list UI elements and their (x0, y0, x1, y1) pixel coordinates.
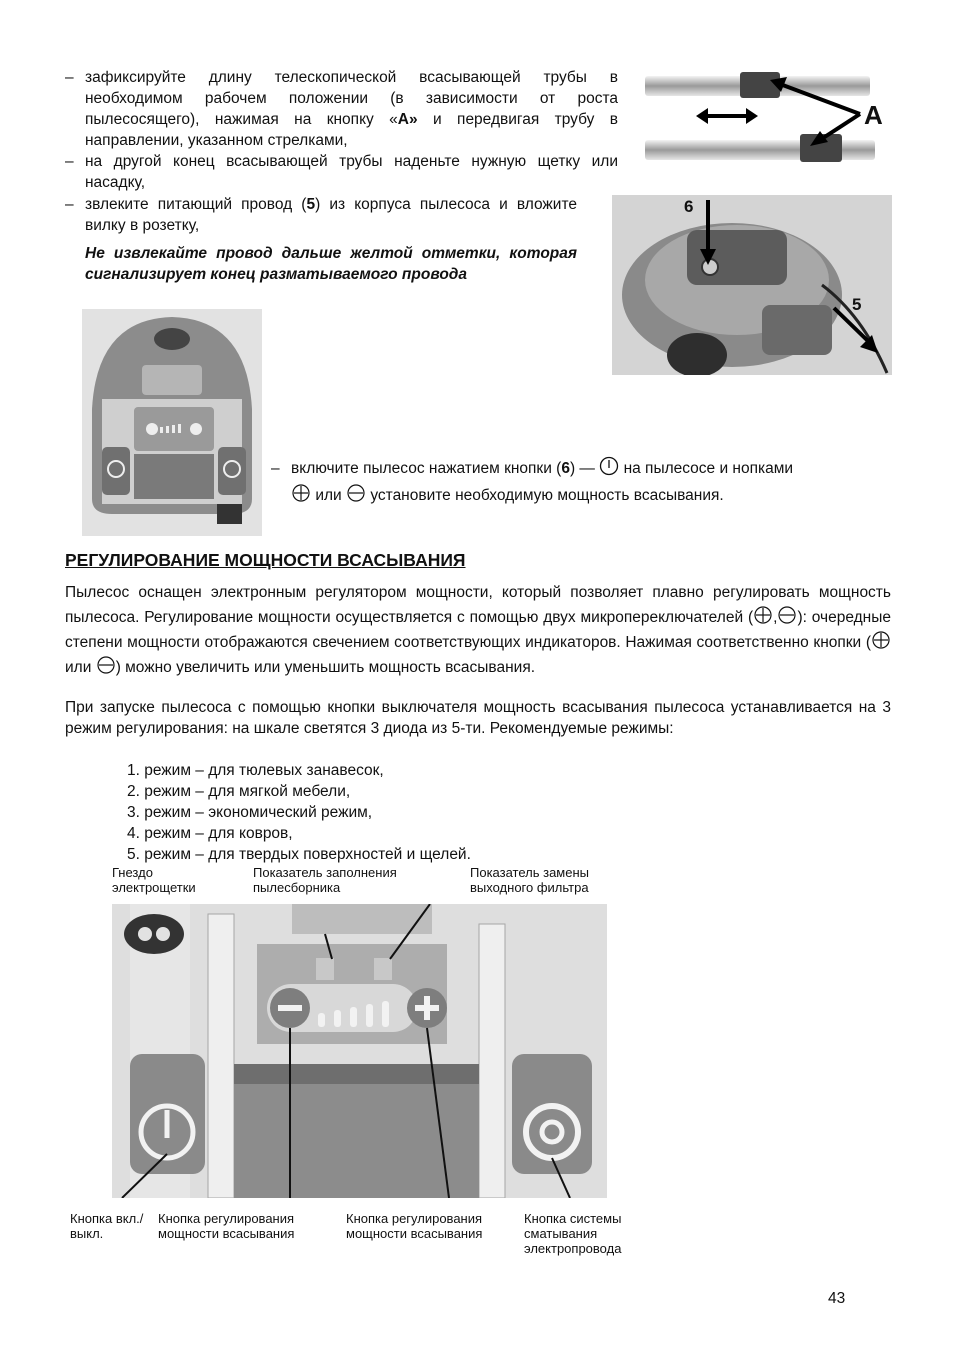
list-item: 2. режим – для мягкой мебели, (127, 783, 351, 800)
label-bag-indicator: Показатель заполнения пылесборника (253, 865, 397, 895)
warning-note: Не извлекайте провод дальше желтой отметки, которая сигнализирует конец разматываемого провода (85, 245, 577, 283)
plus-circle-icon (753, 605, 773, 625)
plus-circle-icon (291, 483, 311, 503)
bullet-pull-cord: – звлеките питающий провод (5) из корпуса пылесоса и вложите вилку в розетку, (65, 196, 577, 234)
label-filter-indicator: Показатель замены выходного фильтра (470, 865, 589, 895)
modes-list (127, 760, 727, 865)
label-socket: Гнездо электрощетки (112, 865, 196, 895)
vacuum-rear-photo (82, 309, 262, 536)
power-icon (599, 456, 619, 476)
list-item: 1. режим – для тюлевых занавесок, (127, 762, 384, 779)
list-item: 4. режим – для ковров, (127, 825, 293, 842)
minus-circle-icon (777, 605, 797, 625)
paragraph-startup-mode: При запуске пылесоса с помощью кнопки выключателя мощность всасывания пылесоса устанавливается на 3 режим регулирования: на шкале светятся 3 диода из 5-ти. Рекомендуемые режимы: (65, 699, 891, 737)
section-title: РЕГУЛИРОВАНИЕ МОЩНОСТИ ВСАСЫВАНИЯ (65, 550, 466, 570)
plus-circle-icon (871, 630, 891, 650)
label-power-plus: Кнопка регулирования мощности всасывания (346, 1211, 483, 1241)
label-power-minus: Кнопка регулирования мощности всасывания (158, 1211, 295, 1241)
bullet-tube-length: – зафиксируйте длину телескопической всасывающей трубы в необходимом рабочем положении (в зависимости от роста пылесосящего), нажимая на кнопку «А» и передвигая трубу в направлении, указанном стрелками, (65, 69, 618, 149)
list-item: 5. режим – для твердых поверхностей и щелей. (127, 846, 471, 863)
tube-figure (640, 62, 890, 172)
tube-label-a: A (864, 100, 883, 130)
minus-circle-icon (96, 655, 116, 675)
vacuum-cord-photo (612, 195, 892, 375)
paragraph-power-regulator: Пылесос оснащен электронным регулятором мощности, который позволяет плавно регулировать мощность пылесоса. Регулирование мощности осуществляется с помощью двух микропереключателей ( , ): очередные степени мощности отображаются свечением соответствующих индикаторов. Нажимая соответственно кнопки ( или ) можно увеличить или уменьшить мощность всасывания. (65, 584, 892, 676)
list-item: 3. режим – экономический режим, (127, 804, 373, 821)
bullet-power-on: – включите пылесос нажатием кнопки (6) — на пылесосе и нопками или установите необходимую мощность всасывания. (291, 455, 891, 509)
label-onoff: Кнопка вкл./выкл. (70, 1211, 144, 1241)
bullet-attach-brush: – на другой конец всасывающей трубы наденьте нужную щетку или насадку, (65, 153, 618, 191)
label-cord-rewind: Кнопка системы сматывания электропровода (524, 1211, 622, 1256)
bullet-dash: – (65, 69, 74, 86)
control-panel-photo (112, 904, 607, 1198)
label-5: 5 (852, 295, 862, 314)
label-6: 6 (684, 197, 694, 216)
minus-circle-icon (346, 483, 366, 503)
page-number: 43 (828, 1290, 846, 1307)
